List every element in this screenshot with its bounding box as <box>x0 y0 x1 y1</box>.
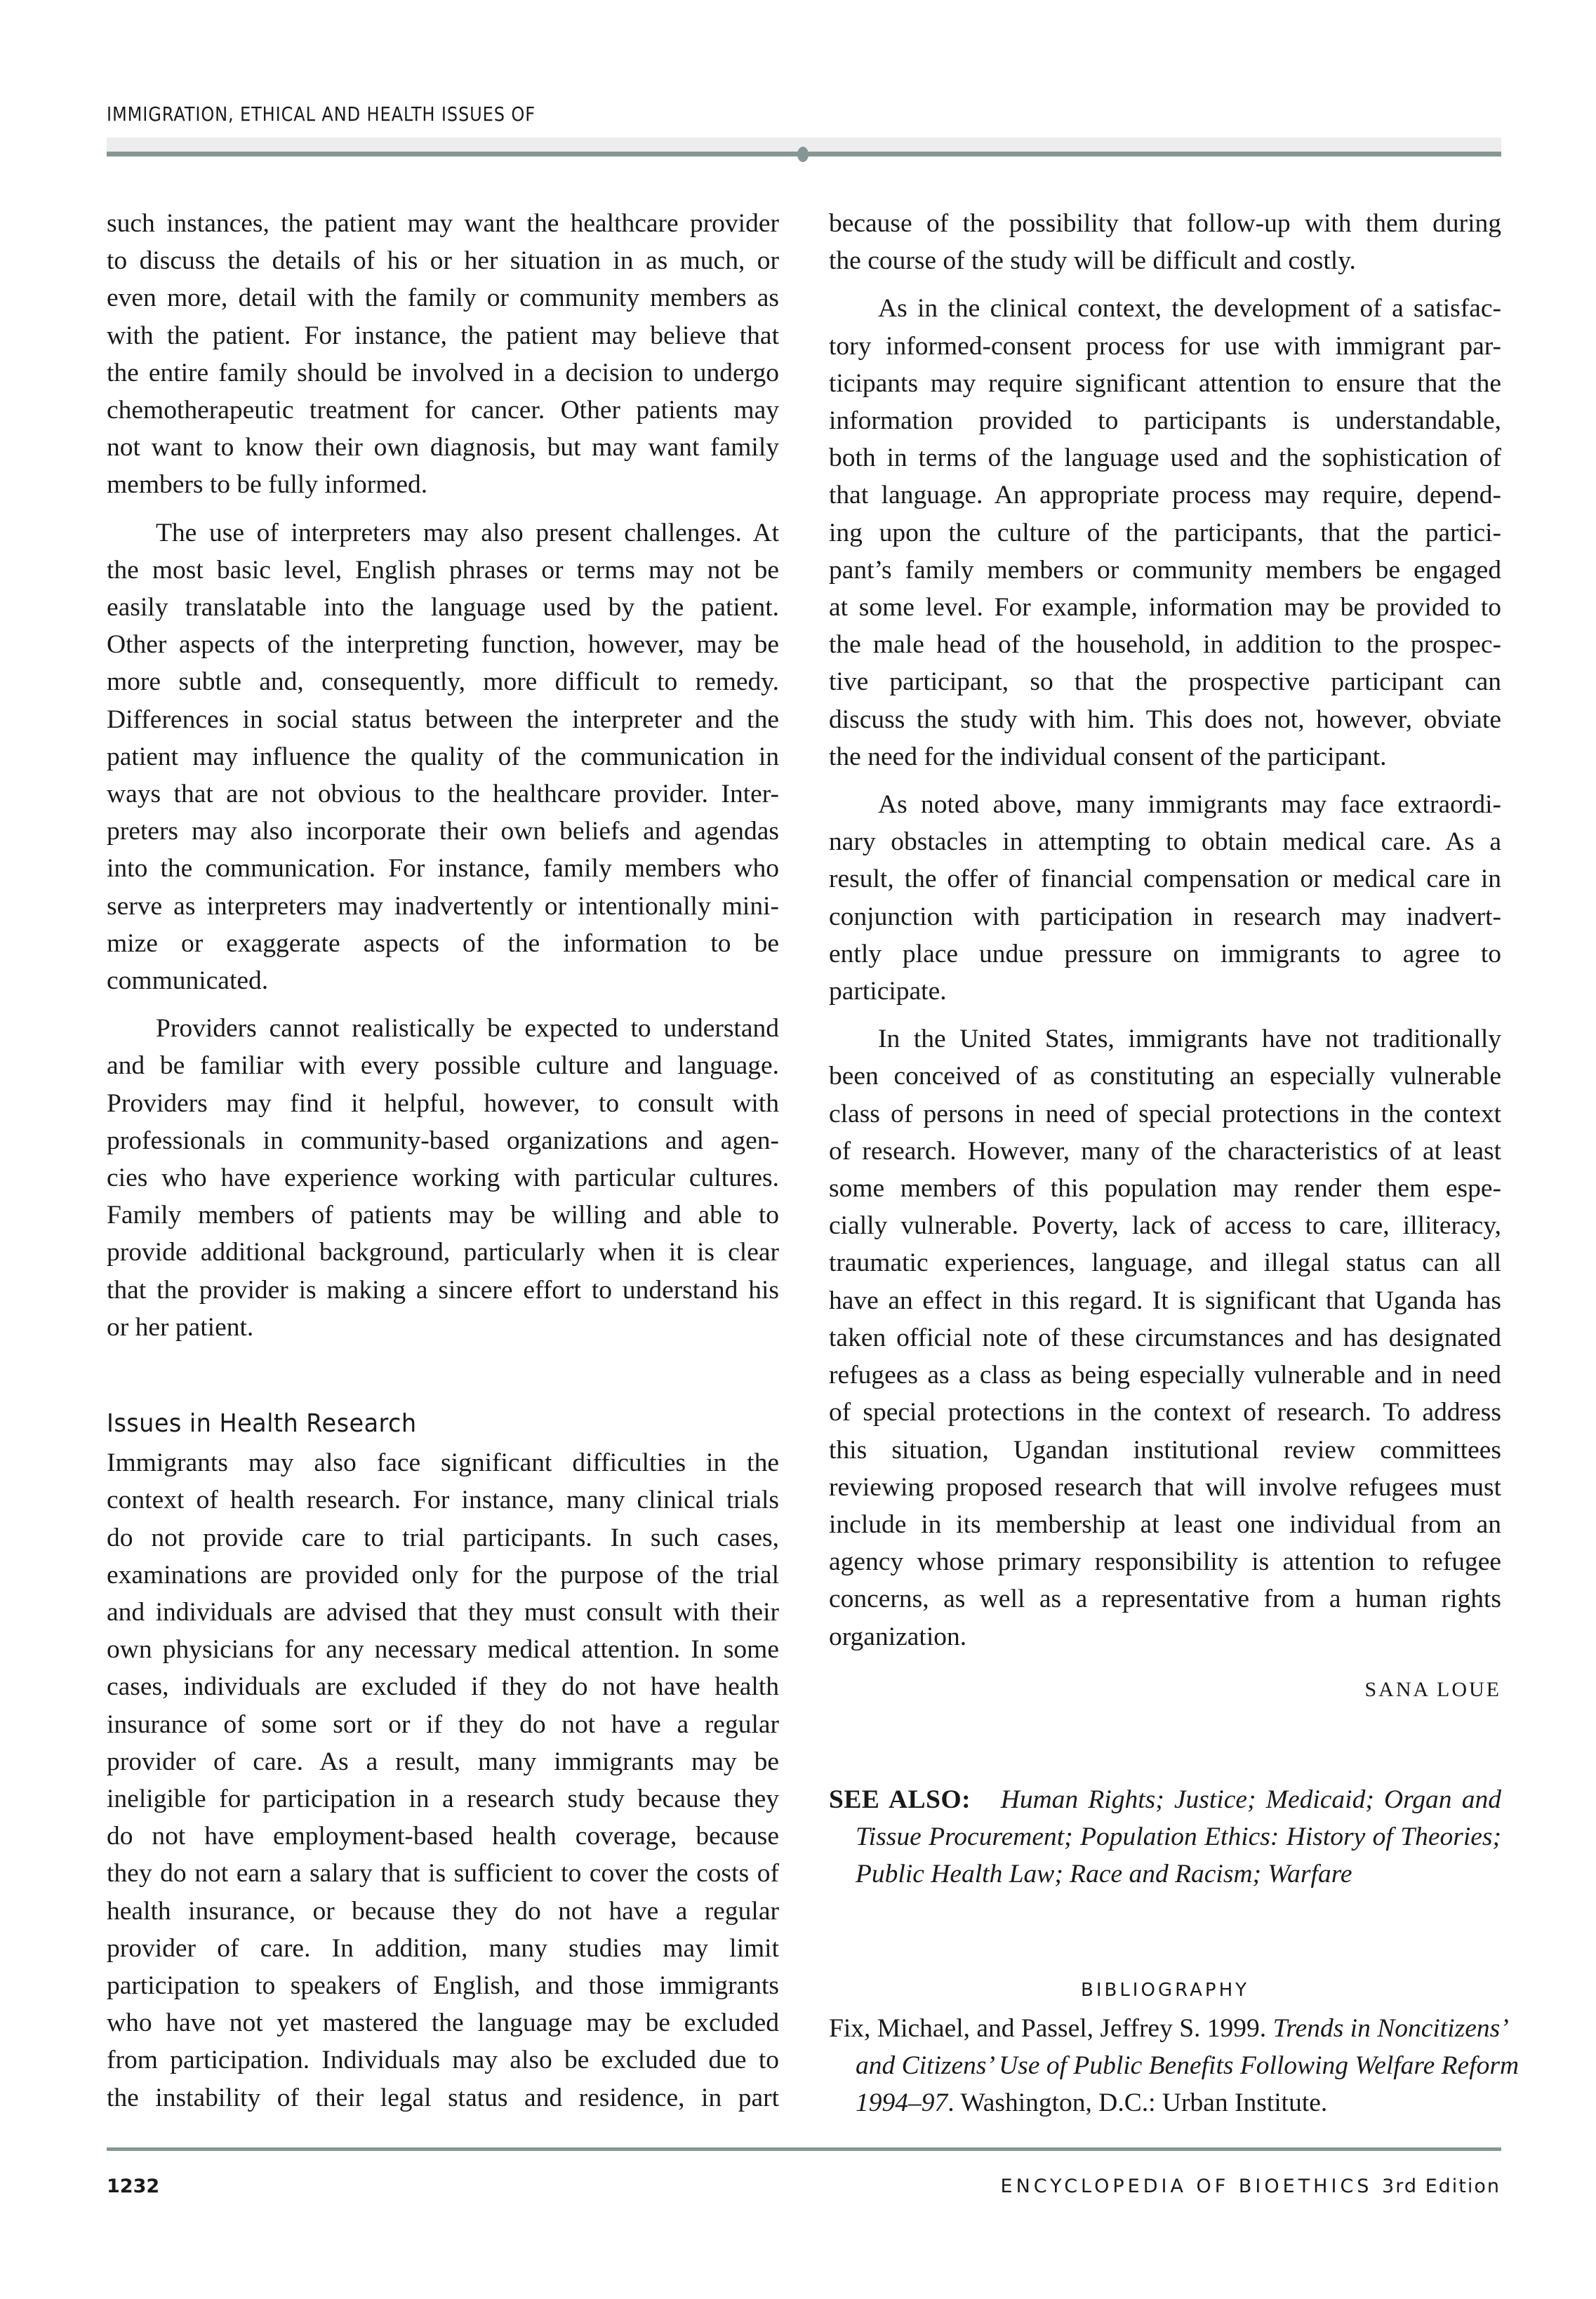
text-line: Providers cannot realistically be expected to understand <box>156 1014 779 1044</box>
text-line: conjunction with participation in research may inadvert- <box>829 902 1501 931</box>
page-number: 1232 <box>107 2175 160 2197</box>
text-line: that the provider is making a sincere effort to understand his <box>107 1275 779 1305</box>
text-line: cases, individuals are excluded if they do not have health <box>107 1672 779 1702</box>
text-line: easily translatable into the language used by the patient. <box>107 593 779 622</box>
book-edition: 3rd Edition <box>1382 2175 1501 2197</box>
text-line: participate. <box>829 977 947 1006</box>
text-line: of special protections in the context of research. To address <box>829 1398 1501 1427</box>
bibliography-line <box>829 2084 1501 2121</box>
text-line: the course of the study will be difficult and costly. <box>829 246 1356 276</box>
paragraph <box>107 514 779 1000</box>
text-line: patient may influence the quality of the communication in <box>107 742 779 771</box>
bibliography-authors: Fix, Michael, and Passel, Jeffrey S. 1999. <box>829 2013 1273 2043</box>
text-line: pant’s family members or community members be engaged <box>829 555 1501 585</box>
text-line: both in terms of the language used and the sophistication of <box>829 444 1501 473</box>
text-line: this situation, Ugandan institutional review committees <box>829 1435 1501 1465</box>
text-line: members to be fully informed. <box>107 470 428 500</box>
text-line: taken official note of these circumstances and has designated <box>829 1323 1501 1352</box>
text-line: participation to speakers of English, and those immigrants <box>107 1971 779 2000</box>
see-also-line <box>829 1818 1501 1855</box>
text-line: cially vulnerable. Poverty, lack of access to care, illiteracy, <box>829 1211 1501 1241</box>
text-line: and be familiar with every possible culture and language. <box>107 1051 779 1081</box>
text-line: at some level. For example, information may be provided to <box>829 593 1501 622</box>
text-line: ently place undue pressure on immigrants to agree to <box>829 939 1501 968</box>
text-line: provider of care. In addition, many studies may limit <box>107 1933 779 1963</box>
bibliography-title: and Citizens’ Use of Public Benefits Following Welfare Reform <box>856 2051 1519 2080</box>
text-line: Other aspects of the interpreting function, however, may be <box>107 630 779 660</box>
text-line: do not have employment-based health coverage, because <box>107 1822 779 1851</box>
section-heading: Issues in Health Research <box>107 1409 417 1439</box>
bibliography-line <box>829 2010 1509 2047</box>
text-line: or her patient. <box>107 1312 254 1342</box>
header-ornament-dot <box>797 147 809 162</box>
text-line: ineligible for participation in a research study because they <box>107 1784 779 1813</box>
paragraph <box>829 290 1501 775</box>
text-line: context of health research. For instance, many clinical trials <box>107 1486 779 1515</box>
book-title-text: ENCYCLOPEDIA OF BIOETHICS <box>1000 2175 1373 2197</box>
text-line: Immigrants may also face significant difficulties in the <box>107 1448 779 1478</box>
text-line: provider of care. As a result, many immigrants may be <box>107 1747 779 1776</box>
see-also-link[interactable]: Public Health Law; Race and Racism; Warfare <box>856 1860 1352 1889</box>
text-line: Providers may find it helpful, however, to consult with <box>107 1088 779 1118</box>
paragraph <box>829 205 1501 279</box>
text-line: result, the offer of financial compensation or medical care in <box>829 865 1501 894</box>
text-line: As in the clinical context, the development of a satisfac- <box>878 294 1501 324</box>
text-line: not want to know their own diagnosis, but may want family <box>107 433 779 462</box>
text-line: mize or exaggerate aspects of the information to be <box>107 928 779 958</box>
text-line: ticipants may require significant attention to ensure that the <box>829 368 1501 398</box>
text-line: ways that are not obvious to the healthcare provider. Inter- <box>107 780 779 809</box>
bibliography-title: Trends in Noncitizens’ <box>1272 2013 1509 2043</box>
text-line: been conceived of as constituting an especially vulnerable <box>829 1062 1501 1091</box>
text-line: traumatic experiences, language, and illegal status can all <box>829 1248 1501 1278</box>
see-also <box>829 1781 1501 1893</box>
text-line: with the patient. For instance, the patient may believe that <box>107 321 779 350</box>
text-line: that language. An appropriate process may require, depend- <box>829 481 1501 510</box>
bibliography-publisher: . Washington, D.C.: Urban Institute. <box>947 2088 1328 2117</box>
text-line: Differences in social status between the interpreter and the <box>107 705 779 734</box>
text-line: such instances, the patient may want the healthcare provider <box>107 209 779 238</box>
text-line: from participation. Individuals may also be excluded due to <box>107 2046 779 2075</box>
right-column <box>829 205 1519 2121</box>
text-line: provide additional background, particularly when it is clear <box>107 1238 779 1267</box>
text-line: discuss the study with him. This does not, however, obviate <box>829 705 1501 734</box>
text-line: to discuss the details of his or her situation in as much, or <box>107 246 779 276</box>
text-line: the need for the individual consent of the participant. <box>829 742 1387 771</box>
text-line: the most basic level, English phrases or terms may not be <box>107 555 779 585</box>
text-line: because of the possibility that follow-up with them during <box>829 209 1501 238</box>
text-line: chemotherapeutic treatment for cancer. Other patients may <box>107 396 779 425</box>
bibliography-title: 1994–97 <box>856 2088 948 2117</box>
text-line: the male head of the household, in addition to the prospec- <box>829 630 1501 660</box>
author-signature: SANA LOUE <box>1364 1677 1501 1701</box>
text-line: reviewing proposed research that will involve refugees must <box>829 1472 1501 1502</box>
text-line: include in its membership at least one individual from an <box>829 1510 1501 1539</box>
paragraph <box>107 1444 779 2117</box>
text-line: do not provide care to trial participants. In such cases, <box>107 1523 779 1552</box>
text-line: tory informed-consent process for use with immigrant par- <box>829 331 1501 361</box>
text-line: tive participant, so that the prospective participant can <box>829 667 1501 697</box>
paragraph <box>107 205 779 504</box>
see-also-link[interactable]: Tissue Procurement; Population Ethics: History of Theories; <box>856 1822 1501 1852</box>
footer-rule <box>107 2147 1501 2151</box>
text-line: preters may also incorporate their own beliefs and agendas <box>107 817 779 846</box>
text-line: who have not yet mastered the language may be excluded <box>107 2008 779 2038</box>
see-also-label: SEE ALSO: <box>829 1785 971 1814</box>
text-line: class of persons in need of special protections in the context <box>829 1099 1501 1128</box>
text-line: information provided to participants is understandable, <box>829 406 1501 436</box>
paragraph <box>829 1020 1501 1655</box>
paragraph <box>829 786 1501 1010</box>
text-line: health insurance, or because they do not have a regular <box>107 1896 779 1926</box>
text-line: communicated. <box>107 966 269 996</box>
text-line: into the communication. For instance, family members who <box>107 854 779 884</box>
bibliography-entry <box>829 2010 1519 2122</box>
text-line: nary obstacles in attempting to obtain medical care. As a <box>829 827 1501 857</box>
see-also-link[interactable]: Human Rights; Justice; Medicaid; Organ and <box>1000 1785 1501 1814</box>
text-line: professionals in community-based organizations and agen- <box>107 1126 779 1155</box>
text-line: they do not earn a salary that is sufficient to cover the costs of <box>107 1859 779 1888</box>
text-line: some members of this population may render them espe- <box>829 1174 1501 1204</box>
paragraph <box>107 1010 779 1346</box>
text-line: the entire family should be involved in a decision to undergo <box>107 358 779 387</box>
text-line: even more, detail with the family or community members as <box>107 284 779 313</box>
text-line: The use of interpreters may also present challenges. At <box>156 518 779 547</box>
text-line: own physicians for any necessary medical attention. In some <box>107 1635 779 1665</box>
see-also-line <box>829 1781 1501 1818</box>
text-line: agency whose primary responsibility is attention to refugee <box>829 1547 1501 1577</box>
see-also-line <box>829 1855 1501 1893</box>
bibliography-heading: BIBLIOGRAPHY <box>1080 1979 1250 2001</box>
text-line: of research. However, many of the characteristics of at least <box>829 1136 1501 1166</box>
text-line: have an effect in this regard. It is significant that Uganda has <box>829 1286 1501 1315</box>
text-line: cies who have experience working with particular cultures. <box>107 1164 779 1193</box>
running-head: IMMIGRATION, ETHICAL AND HEALTH ISSUES OF <box>107 102 536 126</box>
text-line: Family members of patients may be willing and able to <box>107 1201 779 1230</box>
text-line: examinations are provided only for the purpose of the trial <box>107 1560 779 1590</box>
bibliography-line <box>829 2047 1519 2084</box>
book-title <box>1001 2175 1501 2197</box>
left-column <box>107 205 779 2127</box>
text-line: As noted above, many immigrants may face extraordi- <box>878 790 1501 820</box>
text-line: ing upon the culture of the participants, that the partici- <box>829 518 1501 547</box>
text-line: and individuals are advised that they must consult with their <box>107 1597 779 1627</box>
text-line: organization. <box>829 1622 967 1651</box>
text-line: more subtle and, consequently, more difficult to remedy. <box>107 667 779 697</box>
text-line: the instability of their legal status and residence, in part <box>107 2083 779 2112</box>
text-line: refugees as a class as being especially vulnerable and in need <box>829 1361 1501 1390</box>
text-line: insurance of some sort or if they do not have a regular <box>107 1710 779 1739</box>
text-line: In the United States, immigrants have not traditionally <box>878 1025 1501 1054</box>
text-line: serve as interpreters may inadvertently or intentionally mini- <box>107 891 779 921</box>
text-line: concerns, as well as a representative from a human rights <box>829 1585 1501 1614</box>
